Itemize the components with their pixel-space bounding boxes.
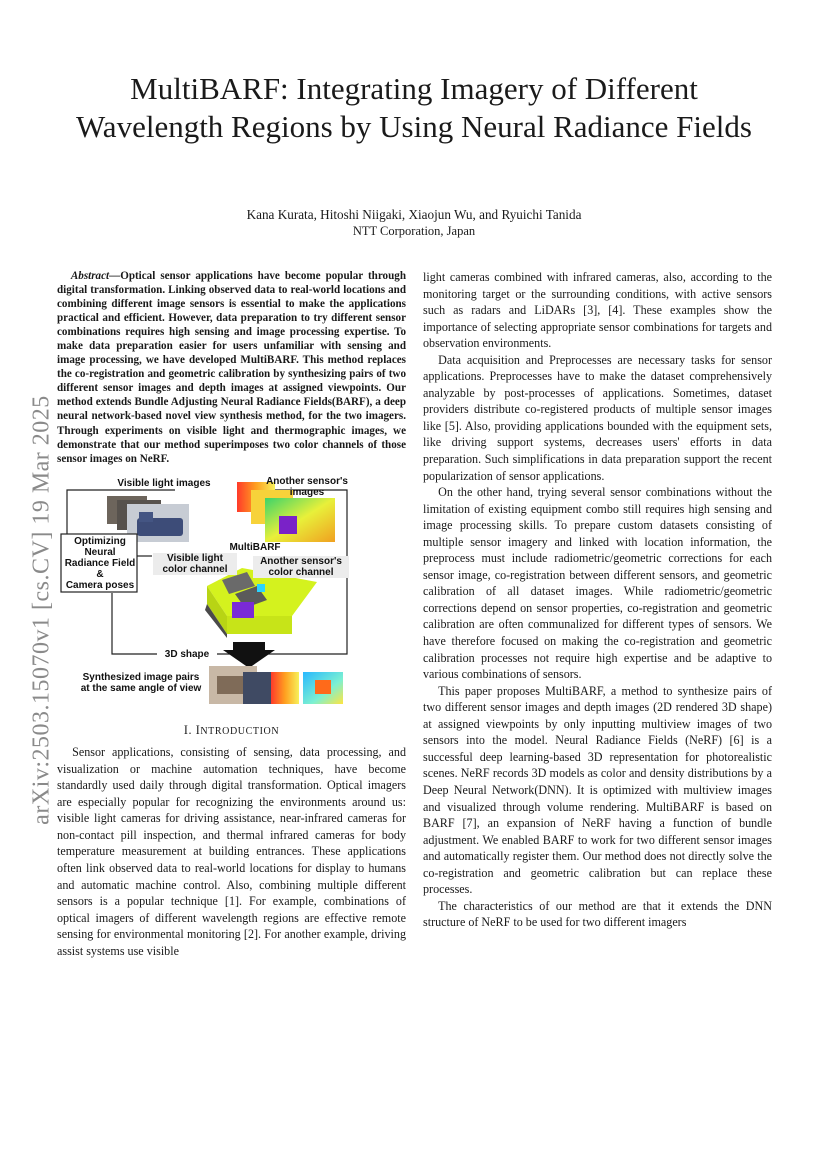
label-optimizing-line1: Optimizing (74, 535, 126, 547)
label-optimizing-line3: Radiance Field (64, 557, 136, 569)
label-synthesized-line1: Synthesized image pairs (82, 671, 200, 683)
label-another-sensor-images-line1: Another sensor's (266, 475, 348, 487)
overview-figure (57, 476, 406, 708)
label-visible-light-images: Visible light images (117, 477, 211, 489)
label-optimizing-line5: Camera poses (65, 579, 135, 591)
label-visible-color-channel (153, 553, 237, 575)
label-another-color-channel (253, 556, 349, 578)
author-list: Kana Kurata, Hitoshi Niigaki, Xiaojun Wu, and Ryuichi Tanida (246, 207, 582, 222)
abstract: Abstract—Optical sensor applications have become popular through digital transformation. Linking observed data to real-world locations and combining different image sensors is essential to make the applications practical and efficient. However, data preparation to try different sensor combinations requires high sensing and image processing expertise. To make data preparation easier for users unfamiliar with sensing and image processing, we have developed MultiBARF. This method replaces the co-registration and geometric calibration by synthesizing pairs of two different sensor images and depth images at assigned viewpoints. Our method extends Bundle Adjusting Neural Radiance Fields(BARF), a deep neural network-based novel view synthesis method, for the two imagers. Through experiments on visible light and thermographic images, we demonstrate that our method superimposes two color channels of those sensor images on NeRF. (57, 270, 406, 465)
section-heading-introduction (57, 722, 406, 741)
label-synthesized (71, 672, 211, 694)
arxiv-identifier (22, 360, 62, 860)
down-arrow-icon (223, 642, 275, 668)
arxiv-identifier-text: arXiv:2503.15070v1 [cs.CV] 19 Mar 2025 (28, 395, 55, 825)
left-paragraph-1: Sensor applications, consisting of sensing, data processing, and visualization or machine automation techniques, have become standardly used daily through digital transformation. Optical imagers are especially popular for recognizing the environments around us: visible light cameras for driving assistance, near-infrared cameras for non-contact pill inspection, and thermal infrared cameras for body temperature measurement at building entrances. These applications often link observed data to real-world locations for display to humans and automatic machine control. Also, combining multiple different sensors is a popular technique [1]. For example, combinations of optical imagers of different wavelength regions are effective remote sensing for environmental monitoring [2]. For another example, driving assist systems use visible (57, 745, 406, 958)
right-paragraph-3: On the other hand, trying several sensor combinations without the limitation of existing equipment combo still requires high sensing and image processing skills. To prepare custom datasets consisting of multiple sensor imagery and linked with location information, the preprocess must include radiometric/geometric corrections for each sensor image, co-registration between different sensors, and geometric calibration of all dataset images. While radiometric/geometric corrections depend on sensor properties, co-registration and geometric calibration are often communalized for different types of sensors. We have therefore focused on making the co-registration and geometric calibration processes not require high expertise and be adaptive to various combinations of sensors. (423, 485, 772, 682)
label-optimizing-line2: Neural (84, 546, 116, 558)
section-numeral: I. (183, 722, 193, 737)
section-rest: NTRODUCTION (200, 725, 280, 737)
label-another-sensor-images-line2: images (289, 486, 325, 498)
label-multibarf: MultiBARF (229, 541, 281, 553)
label-another-color-channel-line1: Another sensor's (260, 555, 342, 567)
abstract-label: Abstract (70, 270, 110, 282)
affiliation: NTT Corporation, Japan (352, 224, 476, 238)
label-visible-color-channel-line2: color channel (162, 563, 228, 575)
paper-title: MultiBARF: Integrating Imagery of Different Wavelength Regions by Using Neural Radiance Fields (76, 71, 752, 144)
right-paragraph-1: light cameras combined with infrared cameras, also, according to the monitoring target or the surrounding conditions, with active sensors such as radars and LiDARs [3], [4]. These examples show the importance of selecting appropriate sensor combinations for targets and observation environments. (423, 270, 772, 351)
left-column (57, 269, 406, 959)
label-another-color-channel-line2: color channel (268, 566, 334, 578)
label-synthesized-line2: at the same angle of view (80, 682, 202, 694)
label-3d-shape: 3D shape (164, 648, 210, 660)
sofa-3d-model (205, 568, 317, 638)
right-paragraph-4: This paper proposes MultiBARF, a method to synthesize pairs of two different sensor images and depth images (2D rendered 3D shape) at assigned viewpoints by only inputting multiview images of two sensors into the model. Neural Radiance Fields (NeRF) [6] is a successful deep learning-based 3D representation for photorealistic scenes. NeRF records 3D models as color and density distributions by a Deep Neural Network(DNN). It is optimized with multiview images and visualized through volume rendering. MultiBARF is based on BARF [7], an expansion of NeRF having a function of bundle adjustment. We enabled BARF to work for two different sensor images and automatically register them. Our method does not directly solve the co-registration and geometric calibration but can replace these processes. (423, 683, 772, 897)
label-another-sensor-images (257, 476, 357, 498)
label-optimizing-line4: & (96, 568, 104, 580)
right-paragraph-2: Data acquisition and Preprocesses are necessary tasks for sensor applications. Preprocesses have to make the dataset comprehensively analyzable by post-processes of applications. Sometimes, dataset providers distribute co-registered products of multiple sensor images like [5]. Also, providing applications bounded with the equipment sets, like driving support systems, decreases users' efforts in data preparation. Such simplifications in data preparation support the recent popularization of sensor applications. (423, 352, 772, 483)
synthesized-images (209, 666, 343, 704)
right-column (423, 269, 772, 931)
label-visible-color-channel-line1: Visible light (167, 552, 223, 564)
right-paragraph-5: The characteristics of our method are that it extends the DNN structure of NeRF to be used for two different imagers (423, 898, 772, 930)
label-optimizing (63, 536, 137, 591)
abstract-text: Optical sensor applications have become popular through digital transformation. Linking observed data to real-world locations and combining different image sensors is essential to make the applications practical and efficient. However, data preparation to try different sensor combinations requires high sensing and image processing expertise. To make data preparation easier for users unfamiliar with sensing and image processing, we have developed MultiBARF. This method replaces the co-registration and geometric calibration by synthesizing pairs of two different sensor images and depth images at assigned viewpoints. Our method extends Bundle Adjusting Neural Radiance Fields(BARF), a deep neural network-based novel view synthesis method, for the two imagers. Through experiments on visible light and thermographic images, we demonstrate that our method superimposes two color channels of those sensor images on NeRF. (57, 270, 406, 465)
flow-line-optimizing (112, 593, 157, 654)
section-first-letter: I (195, 722, 201, 737)
